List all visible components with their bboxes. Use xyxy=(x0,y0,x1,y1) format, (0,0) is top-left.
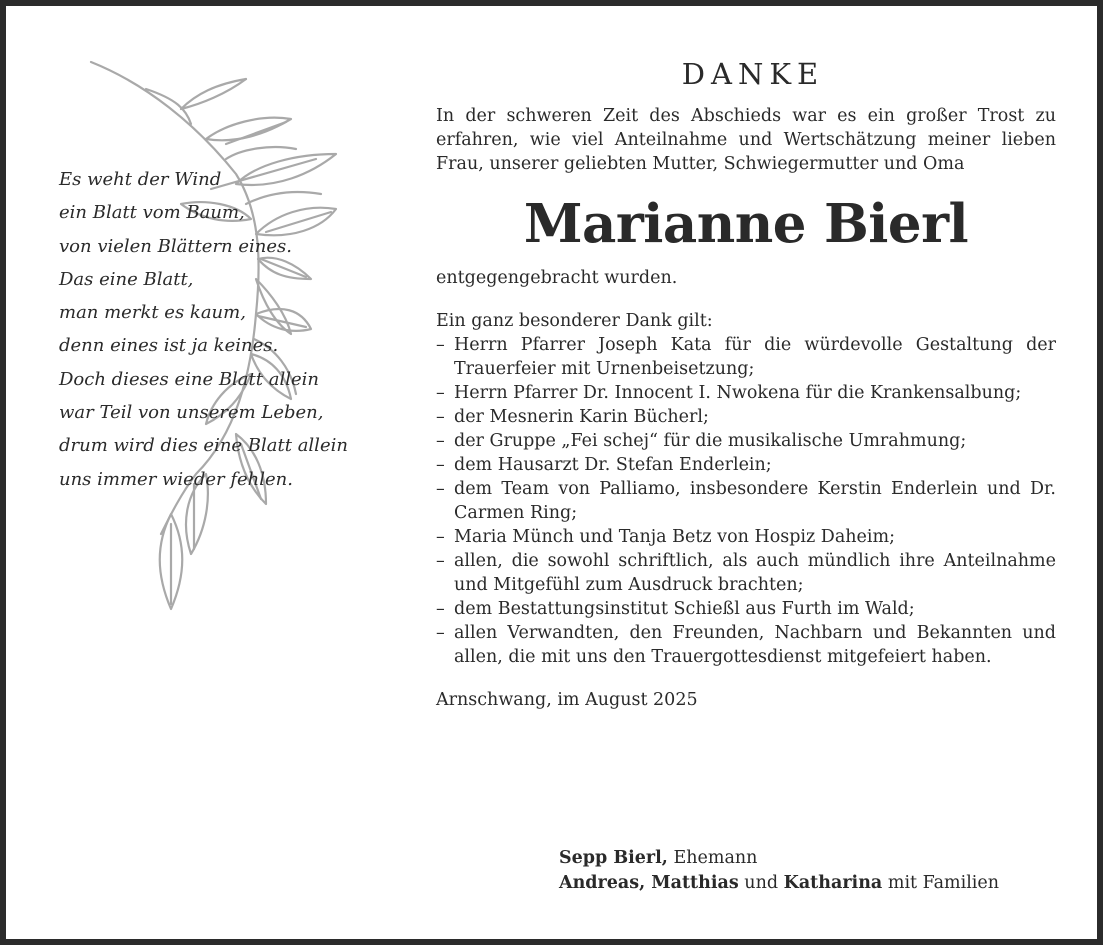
poem-line: Es weht der Wind xyxy=(59,169,222,190)
poem-line: von vielen Blättern eines. xyxy=(59,235,292,257)
after-name-text: entgegengebracht wurden. xyxy=(436,268,678,288)
list-item: – dem Bestattungsinstitut Schießl aus Furth im Wald; xyxy=(436,597,1056,621)
signature-suffix: mit Familien xyxy=(887,873,1000,893)
poem-line: denn eines ist ja keines. xyxy=(59,335,279,357)
deceased-name: Marianne Bierl xyxy=(523,193,969,255)
poem-line: uns immer wieder fehlen. xyxy=(59,468,293,490)
main-column xyxy=(436,56,1056,712)
list-item: – dem Hausarzt Dr. Stefan Enderlein; xyxy=(436,453,1056,477)
poem-line: man merkt es kaum, xyxy=(59,302,246,324)
thanks-intro: Ein ganz besonderer Dank gilt: xyxy=(436,311,713,331)
poem-line: war Teil von unserem Leben, xyxy=(59,402,324,424)
list-item: – allen Verwandten, den Freunden, Nachbarn und Bekannten und allen, die mit uns den Trauergottesdienst mitgefeiert haben. xyxy=(436,621,1056,669)
poem-line: drum wird dies eine Blatt allein xyxy=(59,435,348,457)
signature-name: Sepp Bierl, xyxy=(559,848,668,868)
signature xyxy=(559,846,999,896)
signature-and: und xyxy=(744,873,779,893)
list-item: – dem Team von Palliamo, insbesondere Kerstin Enderlein und Dr. Carmen Ring; xyxy=(436,477,1056,525)
list-item: – allen, die sowohl schriftlich, als auch mündlich ihre Anteilnahme und Mitgefühl zum Ausdruck brachten; xyxy=(436,549,1056,597)
place-date: Arnschwang, im August 2025 xyxy=(436,690,698,710)
poem-line: Das eine Blatt, xyxy=(59,268,194,290)
thanks-list xyxy=(436,333,1056,669)
intro-text: In der schweren Zeit des Abschieds war es ein großer Trost zu erfahren, wie viel Anteilnahme und Wertschätzung meiner lieben Frau, unserer geliebten Mutter, Schwiegermutter und Oma xyxy=(436,106,1056,174)
poem xyxy=(59,163,409,496)
list-item: – Maria Münch und Tanja Betz von Hospiz Daheim; xyxy=(436,525,1056,549)
signature-line-2 xyxy=(559,871,999,896)
heading: DANKE xyxy=(681,57,825,91)
signature-names-a: Andreas, Matthias xyxy=(559,873,739,893)
poem-line: Doch dieses eine Blatt allein xyxy=(59,368,319,390)
signature-names-b: Katharina xyxy=(783,873,883,893)
signature-role: Ehemann xyxy=(673,848,758,868)
signature-line-1 xyxy=(559,846,999,871)
poem-line: ein Blatt vom Baum, xyxy=(59,202,245,224)
list-item: – der Gruppe „Fei schej“ für die musikalische Umrahmung; xyxy=(436,429,1056,453)
list-item: – Herrn Pfarrer Joseph Kata für die würdevolle Gestaltung der Trauerfeier mit Urnenbeisetzung; xyxy=(436,333,1056,381)
list-item: – der Mesnerin Karin Bücherl; xyxy=(436,405,1056,429)
list-item: – Herrn Pfarrer Dr. Innocent I. Nwokena für die Krankensalbung; xyxy=(436,381,1056,405)
